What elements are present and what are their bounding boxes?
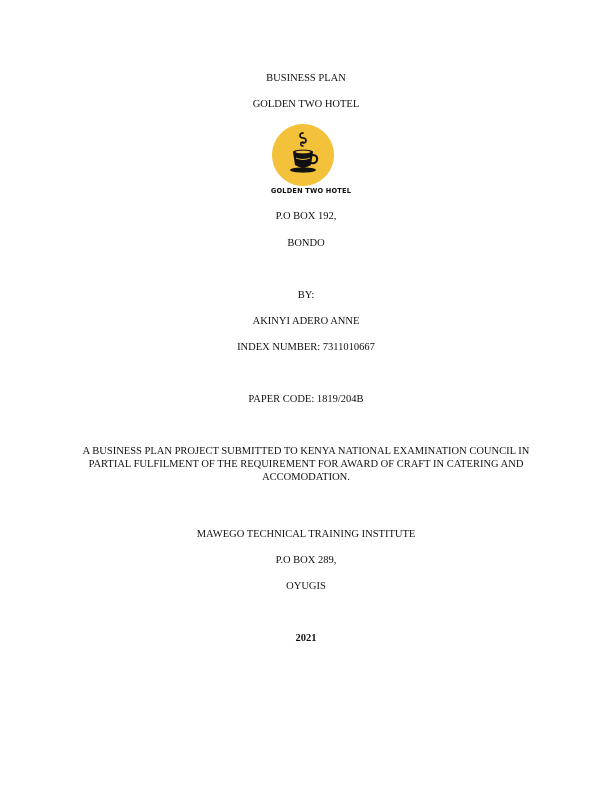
logo-text: GOLDEN TWO HOTEL — [270, 187, 352, 195]
institution-town: OYUGIS — [286, 581, 326, 592]
author-name: AKINYI ADERO ANNE — [252, 316, 360, 327]
index-number: INDEX NUMBER: 7311010667 — [237, 342, 375, 353]
business-name: GOLDEN TWO HOTEL — [252, 99, 360, 110]
submission-statement: A BUSINESS PLAN PROJECT SUBMITTED TO KENYA NATIONAL EXAMINATION COUNCIL IN PARTIAL FULFILMENT OF THE REQUIREMENT FOR AWARD OF CRAFT IN CATERING AND ACCOMODATION. — [82, 446, 530, 483]
by-label: BY: — [297, 290, 315, 301]
business-po-box: P.O BOX 192, — [275, 211, 337, 222]
coffee-cup-icon — [272, 124, 334, 186]
submission-year: 2021 — [295, 633, 317, 644]
document-title: BUSINESS PLAN — [266, 73, 346, 84]
business-town: BONDO — [287, 238, 325, 249]
institution-po-box: P.O BOX 289, — [275, 555, 337, 566]
paper-code: PAPER CODE: 1819/204B — [248, 394, 364, 405]
institution-name: MAWEGO TECHNICAL TRAINING INSTITUTE — [196, 529, 416, 540]
hotel-logo — [268, 124, 354, 200]
